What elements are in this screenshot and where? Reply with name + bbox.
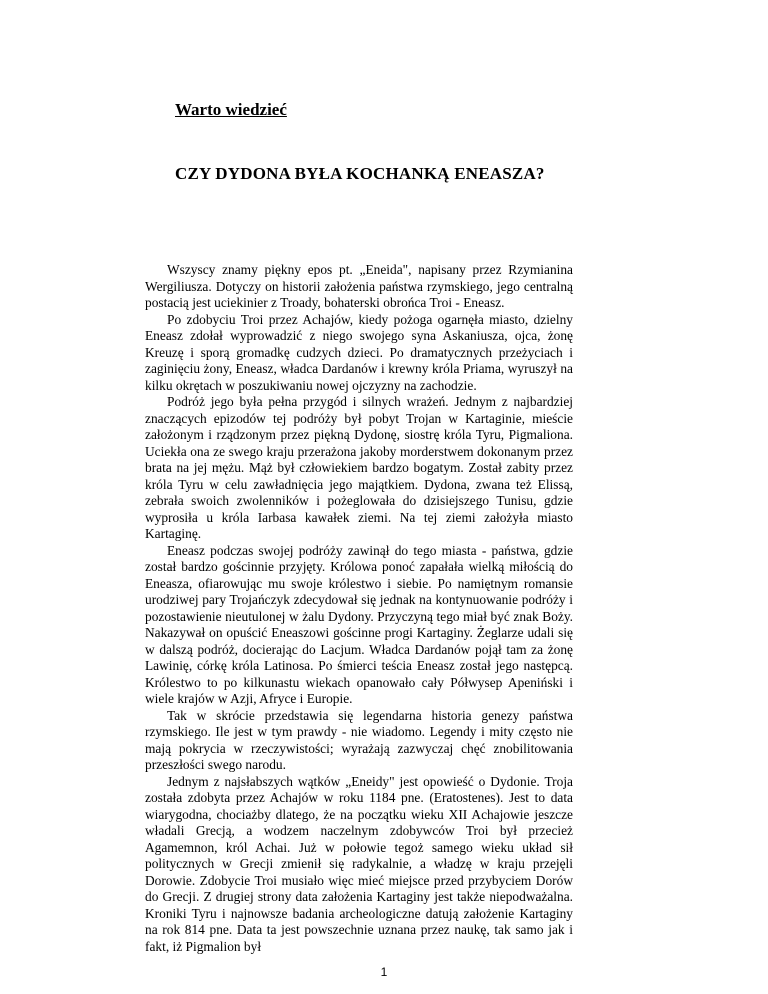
article-title: CZY DYDONA BYŁA KOCHANKĄ ENEASZA? (175, 164, 545, 183)
paragraph: Podróż jego była pełna przygód i silnych wrażeń. Jednym z najbardziej znaczących epizodów tej podróży był pobyt Trojan w Kartaginie, mieście założonym i rządzonym przez piękną Dydonę, siostrę króla Tyru, Pigmaliona. Uciekła ona ze swego kraju przerażona jakoby morderstwem dokonanym przez brata na jej mężu. Mąż był człowiekiem bardzo bogatym. Został zabity przez króla Tyru w celu zawładnięcia jego majątkiem. Dydona, zwana też Elissą, zebrała swoich zwolenników i pożeglowała do dzisiejszego Tunisu, gdzie wyprosiła u króla Iarbasa kawałek ziemi. Na tej ziemi założyła miasto Kartaginę. (145, 394, 573, 541)
page-number: 1 (380, 965, 388, 979)
paragraph: Wszyscy znamy piękny epos pt. „Eneida", napisany przez Rzymianina Wergiliusza. Dotyczy on historii założenia państwa rzymskiego, jego centralną postacią jest uciekinier z Troady, bohaterski obrońca Troi - Eneasz. (145, 262, 573, 310)
section-kicker: Warto wiedzieć (175, 100, 287, 119)
paragraph: Jednym z najsłabszych wątków „Eneidy" jest opowieść o Dydonie. Troja została zdobyta przez Achajów w roku 1184 pne. (Eratostenes). Jest to data wiarygodna, chociażby dlatego, że na początku wieku XII Achajowie jeszcze władali Grecją, a wodzem naczelnym zdobywców Troi był przecież Agamemnon, król Achai. Już w połowie tegoż samego wieku układ sił politycznych w Grecji zmienił się radykalnie, a władzę w kraju przejęli Dorowie. Zdobycie Troi musiało więc mieć miejsce przed przybyciem Dorów do Grecji. Z drugiej strony data założenia Kartaginy jest także niepodważalna. Kroniki Tyru i najnowsze badania archeologiczne datują założenie Kartaginy na rok 814 pne. Data ta jest powszechnie uznana przez naukę, tak samo jak i fakt, iż Pigmalion był (145, 773, 573, 954)
paragraph: Po zdobyciu Troi przez Achajów, kiedy pożoga ogarnęła miasto, dzielny Eneasz zdołał wyprowadzić z niego swojego syna Askaniusza, ojca, żonę Kreuzę i sporą gromadkę cudzych dzieci. Po dramatycznych przeżyciach i zaginięciu żony, Eneasz, władca Dardanów i krewny króla Priama, wyruszył na kilku okrętach w poszukiwaniu nowej ojczyzny na zachodzie. (145, 311, 573, 393)
article-body (145, 262, 573, 955)
paragraph: Tak w skrócie przedstawia się legendarna historia genezy państwa rzymskiego. Ile jest w tym prawdy - nie wiadomo. Legendy i mity często nie mają pokrycia w rzeczywistości; wyrażają zazwyczaj chęć znobilitowania przeszłości swego narodu. (145, 707, 573, 772)
paragraph: Eneasz podczas swojej podróży zawinął do tego miasta - państwa, gdzie został bardzo gościnnie przyjęty. Królowa ponoć zapałała wielką miłością do Eneasza, ofiarowując mu swoje królestwo i siebie. Po namiętnym romansie urodziwej pary Trojańczyk zdecydował się jednak na kontynuowanie podróży i pozostawienie nieutulonej w żalu Dydony. Przyczyną tego miał być znak Boży. Nakazywał on opuścić Eneaszowi gościnne progi Kartaginy. Żeglarze udali się w dalszą podróż, docierając do Lacjum. Władca Dardanów pojął tam za żonę Lawinię, córkę króla Latinosa. Po śmierci teścia Eneasz został jego następcą. Królestwo to po kilkunastu wiekach opanowało cały Półwysep Apeniński i wiele krajów w Azji, Afryce i Europie. (145, 542, 573, 706)
